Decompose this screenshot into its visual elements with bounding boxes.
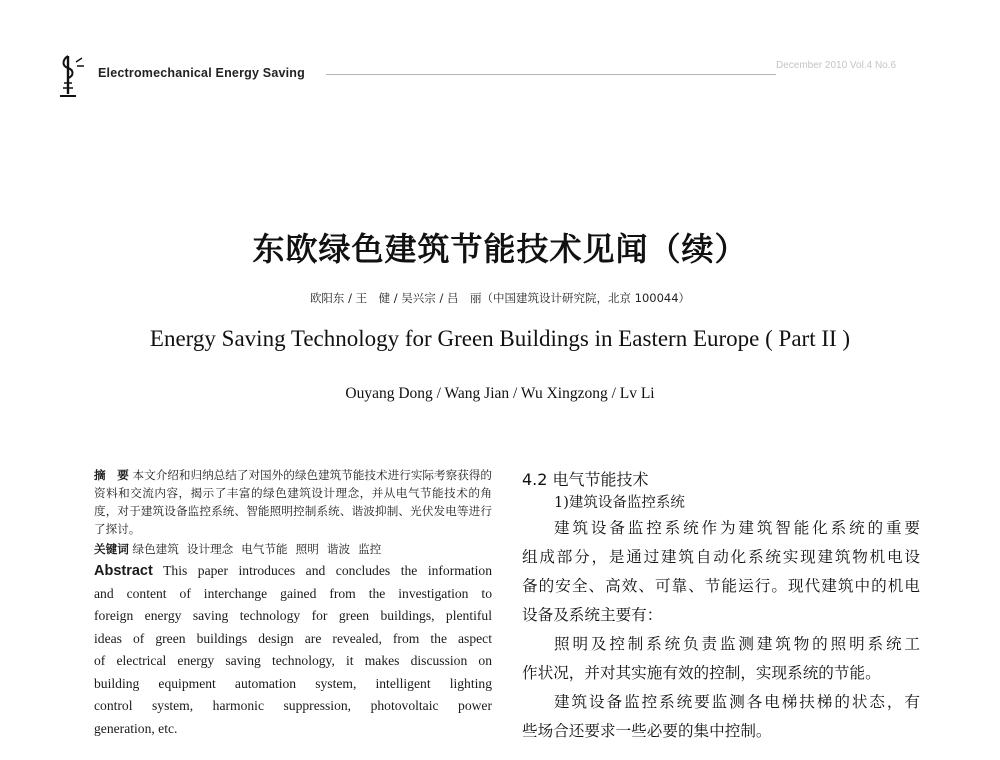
keywords-chinese [94, 540, 492, 558]
title-chinese: 东欧绿色建筑节能技术见闻（续） [252, 230, 748, 268]
keywords-label: 关键词 [94, 542, 129, 556]
abstract-english-line: of electrical energy saving technology, it makes discussion on [94, 653, 492, 668]
journal-logo-icon [56, 50, 86, 98]
journal-name: Electromechanical Energy Saving [98, 66, 305, 80]
title-english: Energy Saving Technology for Green Buildings in Eastern Europe ( Part II ) [149, 326, 851, 351]
body-line: 建筑设备监控系统作为建筑智能化系统的重要 [554, 519, 920, 537]
authors-chinese: 欧阳东 / 王 健 / 吴兴宗 / 吕 丽（中国建筑设计研究院，北京 100044） [309, 291, 691, 305]
abstract-column [94, 466, 492, 740]
keyword: 监控 [358, 542, 382, 556]
abstract-chinese-label: 摘 要 [94, 468, 129, 482]
subsection-heading: 1)建筑设备监控系统 [554, 495, 685, 511]
body-line: 些场合还要求一些必要的集中控制。 [522, 722, 772, 740]
body-paragraph [522, 514, 920, 630]
keywords-list [132, 542, 389, 556]
keyword: 设计理念 [186, 542, 234, 556]
abstract-chinese [94, 466, 492, 538]
keyword: 照明 [295, 542, 319, 556]
body-paragraph [522, 630, 920, 688]
abstract-english-label: Abstract [94, 563, 153, 579]
section-heading: 4.2 电气节能技术 [522, 470, 649, 489]
issue-info: December 2010 Vol.4 No.6 [776, 60, 897, 71]
keyword: 电气节能 [241, 542, 288, 556]
abstract-english-line: foreign energy saving technology for green buildings, plentiful [94, 608, 492, 623]
body-line: 建筑设备监控系统要监测各电梯扶梯的状态，有 [554, 693, 920, 711]
abstract-english-line: building equipment automation system, intelligent lighting [94, 675, 492, 691]
abstract-english-line: and content of interchange gained from the investigation to [94, 585, 492, 601]
body-column [522, 468, 920, 746]
abstract-english-line: This paper introduces and concludes the information [163, 563, 492, 578]
abstract-english-line: control system, harmonic suppression, photovoltaic power [94, 698, 492, 713]
body-line: 组成部分，是通过建筑自动化系统实现建筑物机电设 [522, 548, 920, 566]
body-line: 作状况，并对其实施有效的控制，实现系统的节能。 [522, 664, 881, 682]
keyword: 绿色建筑 [132, 542, 179, 556]
header-rule [326, 74, 776, 75]
authors-english: Ouyang Dong / Wang Jian / Wu Xingzong / Lv Li [345, 385, 655, 402]
body-line: 备的安全、高效、可靠、节能运行。现代建筑中的机电 [522, 577, 920, 595]
abstract-english [94, 560, 492, 740]
abstract-english-line: ideas of green buildings design are revealed, from the aspect [94, 630, 492, 646]
abstract-english-line: generation, etc. [94, 720, 178, 736]
abstract-chinese-text: 本文介绍和归纳总结了对国外的绿色建筑节能技术进行实际考察获得的资料和交流内容，揭示了丰富的绿色建筑设计理念，并从电气节能技术的角度，对于建筑设备监控系统、智能照明控制系统、谐波抑制、光伏发电等进行了探讨。 [94, 468, 492, 536]
body-paragraph [522, 688, 920, 746]
keyword: 谐波 [326, 542, 351, 556]
body-line: 照明及控制系统负责监测建筑物的照明系统工 [554, 635, 920, 653]
body-line: 设备及系统主要有： [522, 606, 663, 624]
